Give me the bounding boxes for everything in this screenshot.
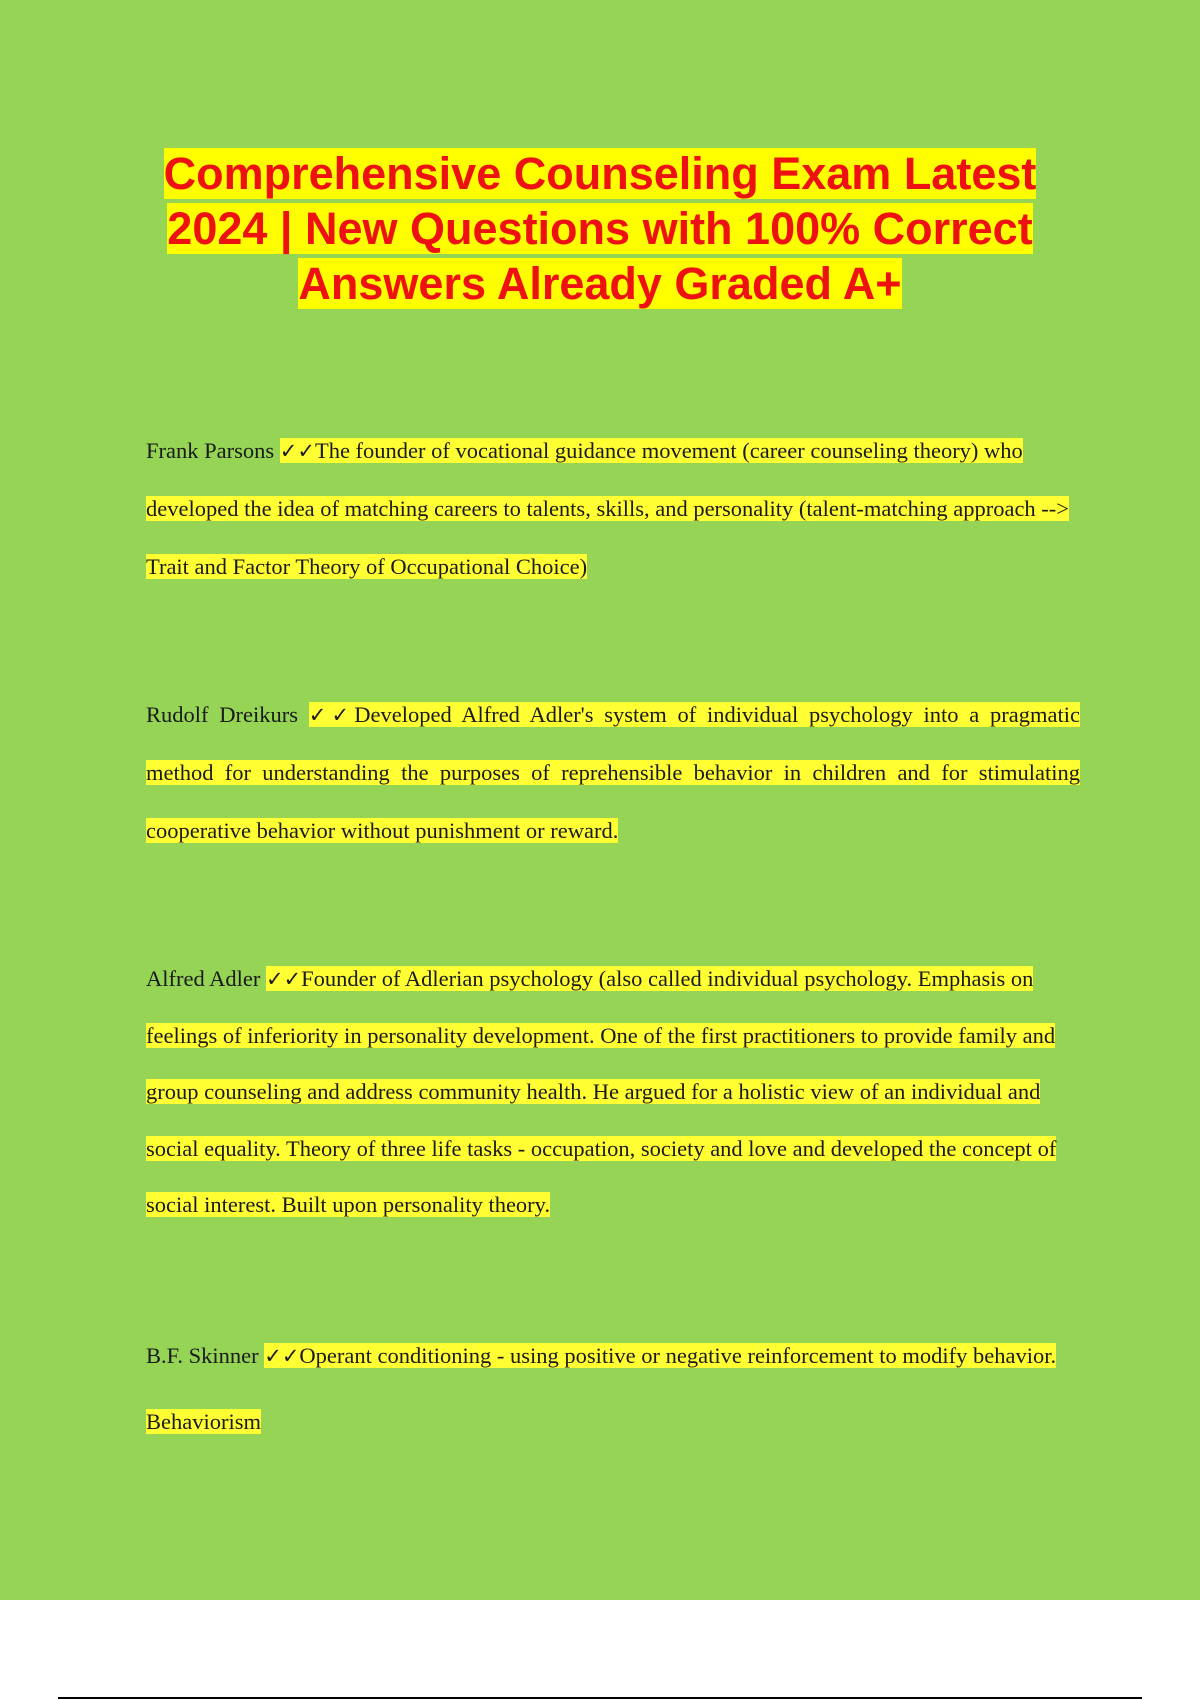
footer-divider (58, 1697, 1142, 1699)
entry-bf-skinner (146, 1323, 1080, 1455)
entry-alfred-adler (146, 951, 1080, 1234)
entry-term: Rudolf Dreikurs (146, 702, 298, 727)
entry-answer-highlight (146, 1343, 1056, 1434)
double-check-icon: ✓✓ (265, 967, 302, 991)
document-title-text: Comprehensive Counseling Exam Latest 2024 | New Questions with 100% Correct Answers Already Graded A+ (163, 148, 1037, 309)
entry-term: Alfred Adler (146, 966, 261, 991)
entry-definition: The founder of vocational guidance movement (career counseling theory) who developed the idea of matching careers to talents, skills, and personality (talent-matching approach --> Trait and Factor Theory of Occupational Choice) (146, 438, 1069, 579)
entry-answer-highlight (146, 966, 1056, 1217)
entry-answer-highlight (146, 438, 1069, 579)
entry-term: Frank Parsons (146, 438, 275, 463)
entry-definition: Founder of Adlerian psychology (also called individual psychology. Emphasis on feelings of inferiority in personality development. One of the first practitioners to provide family and group counseling and address community health. He argued for a holistic view of an individual and social equality. Theory of three life tasks - occupation, society and love and developed the concept of social interest. Built upon personality theory. (146, 966, 1057, 1217)
double-check-icon: ✓✓ (264, 1344, 300, 1368)
double-check-icon: ✓✓ (308, 703, 355, 727)
entry-frank-parsons (146, 422, 1080, 596)
double-check-icon: ✓✓ (279, 439, 315, 463)
entry-definition: Operant conditioning - using positive or negative reinforcement to modify behavior. Behaviorism (146, 1343, 1057, 1434)
entry-rudolf-dreikurs (146, 686, 1080, 860)
entry-definition: Developed Alfred Adler's system of individual psychology into a pragmatic method for understanding the purposes of reprehensible behavior in children and for stimulating cooperative behavior without punishment or reward. (146, 702, 1080, 843)
document-title (120, 146, 1080, 311)
entry-term: B.F. Skinner (146, 1343, 259, 1368)
